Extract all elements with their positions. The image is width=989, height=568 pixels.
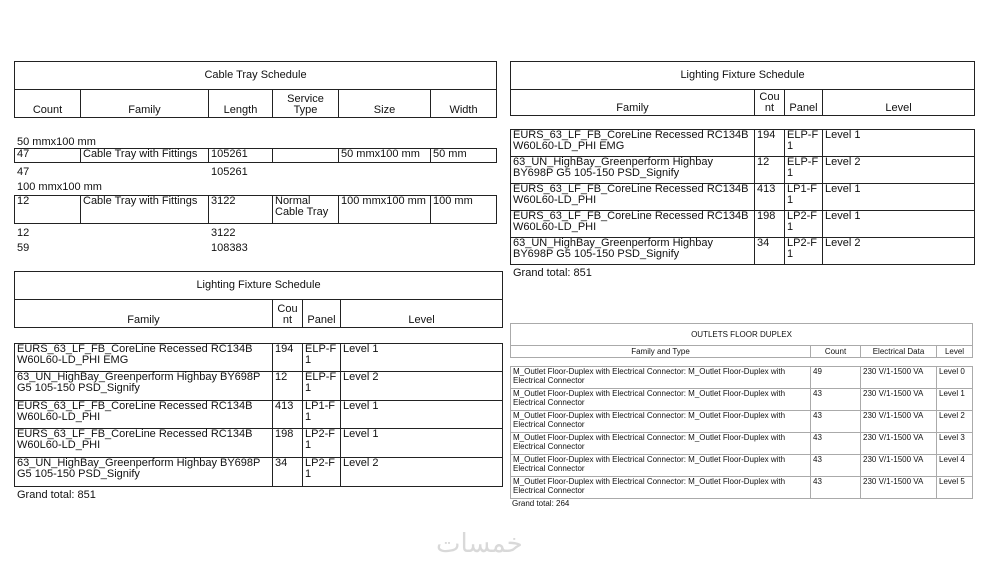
grand-total: Grand total: 851 [17,489,96,501]
cell-family-type: M_Outlet Floor-Duplex with Electrical Connector: M_Outlet Floor-Duplex with Electrical Connector [511,455,811,477]
cell-family: EURS_63_LF_FB_CoreLine Recessed RC134B W60L60-LD_PHI EMG [15,344,273,372]
cell-count: 12 [755,157,785,184]
cell-count: 43 [811,389,861,411]
cell-size: 50 mmx100 mm [339,149,431,163]
cell-level: Level 2 [341,458,503,487]
lighting-right-body [510,129,975,265]
col-electrical-data: Electrical Data [861,346,937,358]
cell-width: 50 mm [431,149,497,163]
cell-count: 43 [811,433,861,455]
cell-size: 100 mmx100 mm [339,196,431,224]
col-level: Level [937,346,973,358]
cell-panel: LP2-F 1 [303,429,341,458]
cell-count: 49 [811,367,861,389]
cell-level: Level 1 [341,401,503,429]
cell-length: 3122 [209,196,273,224]
cell-panel: LP2-F 1 [785,211,823,238]
cell-level: Level 2 [341,372,503,401]
grand-total: Grand total: 851 [513,267,592,279]
table-row [15,458,503,487]
cell-width: 100 mm [431,196,497,224]
cable-tray-schedule [14,61,496,118]
cell-count: 34 [755,238,785,265]
cell-family: EURS_63_LF_FB_CoreLine Recessed RC134B W60L60-LD_PHI EMG [511,130,755,157]
cell-electrical-data: 230 V/1-1500 VA [861,389,937,411]
table-row [14,195,497,224]
cell-level: Level 1 [341,429,503,458]
lighting-left-body [14,343,503,487]
col-service-type: Service Type [273,90,339,118]
cell-level: Level 3 [937,433,973,455]
table-row [15,372,503,401]
col-count: Cou nt [755,90,785,116]
lighting-right-title: Lighting Fixture Schedule [511,62,975,90]
table-row [511,367,973,389]
cell-family: 63_UN_HighBay_Greenperform Highbay BY698P G5 105-150 PSD_Signify [15,372,273,401]
cell-electrical-data: 230 V/1-1500 VA [861,367,937,389]
cell-panel: LP1-F 1 [303,401,341,429]
cell-count: 198 [273,429,303,458]
cell-level: Level 1 [341,344,503,372]
outlets-title: OUTLETS FLOOR DUPLEX [511,324,973,346]
lighting-left-header [14,271,503,328]
cell-count: 12 [15,196,81,224]
table-row [15,401,503,429]
cell-length: 105261 [209,149,273,163]
subtotal-count: 12 [17,227,30,239]
lighting-right-header [510,61,975,116]
table-row [15,429,503,458]
cell-count: 47 [15,149,81,163]
cell-level: Level 2 [937,411,973,433]
cell-family: 63_UN_HighBay_Greenperform Highbay BY698P G5 105-150 PSD_Signify [511,238,755,265]
group-label: 100 mmx100 mm [17,181,102,193]
cell-count: 34 [273,458,303,487]
table-row [511,238,975,265]
cell-level: Level 5 [937,477,973,499]
cell-count: 43 [811,411,861,433]
grand-total: Grand total: 264 [512,499,570,508]
cell-service-type: Normal Cable Tray [273,196,339,224]
col-panel: Panel [303,300,341,328]
subtotal-length: 3122 [211,227,236,239]
table-row [511,477,973,499]
total-count: 59 [17,242,30,254]
cell-level: Level 1 [823,184,975,211]
cable-tray-title: Cable Tray Schedule [15,62,497,90]
table-row [511,455,973,477]
cell-family: EURS_63_LF_FB_CoreLine Recessed RC134B W60L60-LD_PHI [15,429,273,458]
group-label: 50 mmx100 mm [17,136,96,148]
outlets-body [510,366,973,499]
cell-electrical-data: 230 V/1-1500 VA [861,455,937,477]
total-length: 108383 [211,242,248,254]
table-row [15,344,503,372]
subtotal-length: 105261 [211,166,248,178]
col-count: Count [811,346,861,358]
lighting-left-title: Lighting Fixture Schedule [15,272,503,300]
cell-level: Level 0 [937,367,973,389]
col-family-type: Family and Type [511,346,811,358]
cell-service-type [273,149,339,163]
cell-count: 43 [811,455,861,477]
cell-level: Level 4 [937,455,973,477]
cell-family: EURS_63_LF_FB_CoreLine Recessed RC134B W60L60-LD_PHI [511,184,755,211]
cell-count: 194 [755,130,785,157]
cell-panel: LP1-F 1 [785,184,823,211]
cell-count: 413 [755,184,785,211]
col-count: Cou nt [273,300,303,328]
cell-family-type: M_Outlet Floor-Duplex with Electrical Connector: M_Outlet Floor-Duplex with Electrical Connector [511,477,811,499]
table-row [511,184,975,211]
col-panel: Panel [785,90,823,116]
col-level: Level [341,300,503,328]
cell-family-type: M_Outlet Floor-Duplex with Electrical Connector: M_Outlet Floor-Duplex with Electrical Connector [511,367,811,389]
cell-family: EURS_63_LF_FB_CoreLine Recessed RC134B W60L60-LD_PHI [15,401,273,429]
cell-level: Level 1 [823,130,975,157]
cell-family-type: M_Outlet Floor-Duplex with Electrical Connector: M_Outlet Floor-Duplex with Electrical Connector [511,389,811,411]
cable-tray-header [14,61,497,118]
watermark-logo: خمسات [436,528,523,558]
cell-level: Level 1 [937,389,973,411]
cell-family: 63_UN_HighBay_Greenperform Highbay BY698P G5 105-150 PSD_Signify [15,458,273,487]
col-size: Size [339,90,431,118]
cell-level: Level 2 [823,157,975,184]
table-row [511,157,975,184]
col-width: Width [431,90,497,118]
col-count: Count [15,90,81,118]
cell-electrical-data: 230 V/1-1500 VA [861,433,937,455]
cell-panel: ELP-F 1 [785,130,823,157]
col-level: Level [823,90,975,116]
cell-family: EURS_63_LF_FB_CoreLine Recessed RC134B W60L60-LD_PHI [511,211,755,238]
cell-family-type: M_Outlet Floor-Duplex with Electrical Connector: M_Outlet Floor-Duplex with Electrical Connector [511,411,811,433]
col-length: Length [209,90,273,118]
cell-family: 63_UN_HighBay_Greenperform Highbay BY698P G5 105-150 PSD_Signify [511,157,755,184]
cell-count: 194 [273,344,303,372]
table-row [511,433,973,455]
cell-family-type: M_Outlet Floor-Duplex with Electrical Connector: M_Outlet Floor-Duplex with Electrical Connector [511,433,811,455]
table-row [511,411,973,433]
cell-count: 43 [811,477,861,499]
cell-panel: LP2-F 1 [303,458,341,487]
subtotal-count: 47 [17,166,30,178]
cell-electrical-data: 230 V/1-1500 VA [861,411,937,433]
cell-panel: LP2-F 1 [785,238,823,265]
cell-count: 413 [273,401,303,429]
cell-level: Level 2 [823,238,975,265]
col-family: Family [81,90,209,118]
cell-family: Cable Tray with Fittings [81,196,209,224]
col-family: Family [511,90,755,116]
outlets-header [510,323,973,358]
table-row [14,148,497,163]
cell-count: 198 [755,211,785,238]
table-row [511,389,973,411]
table-row [511,130,975,157]
col-family: Family [15,300,273,328]
cell-panel: ELP-F 1 [785,157,823,184]
cell-level: Level 1 [823,211,975,238]
table-row [511,211,975,238]
cell-count: 12 [273,372,303,401]
cell-family: Cable Tray with Fittings [81,149,209,163]
cell-panel: ELP-F 1 [303,344,341,372]
cell-electrical-data: 230 V/1-1500 VA [861,477,937,499]
cell-panel: ELP-F 1 [303,372,341,401]
